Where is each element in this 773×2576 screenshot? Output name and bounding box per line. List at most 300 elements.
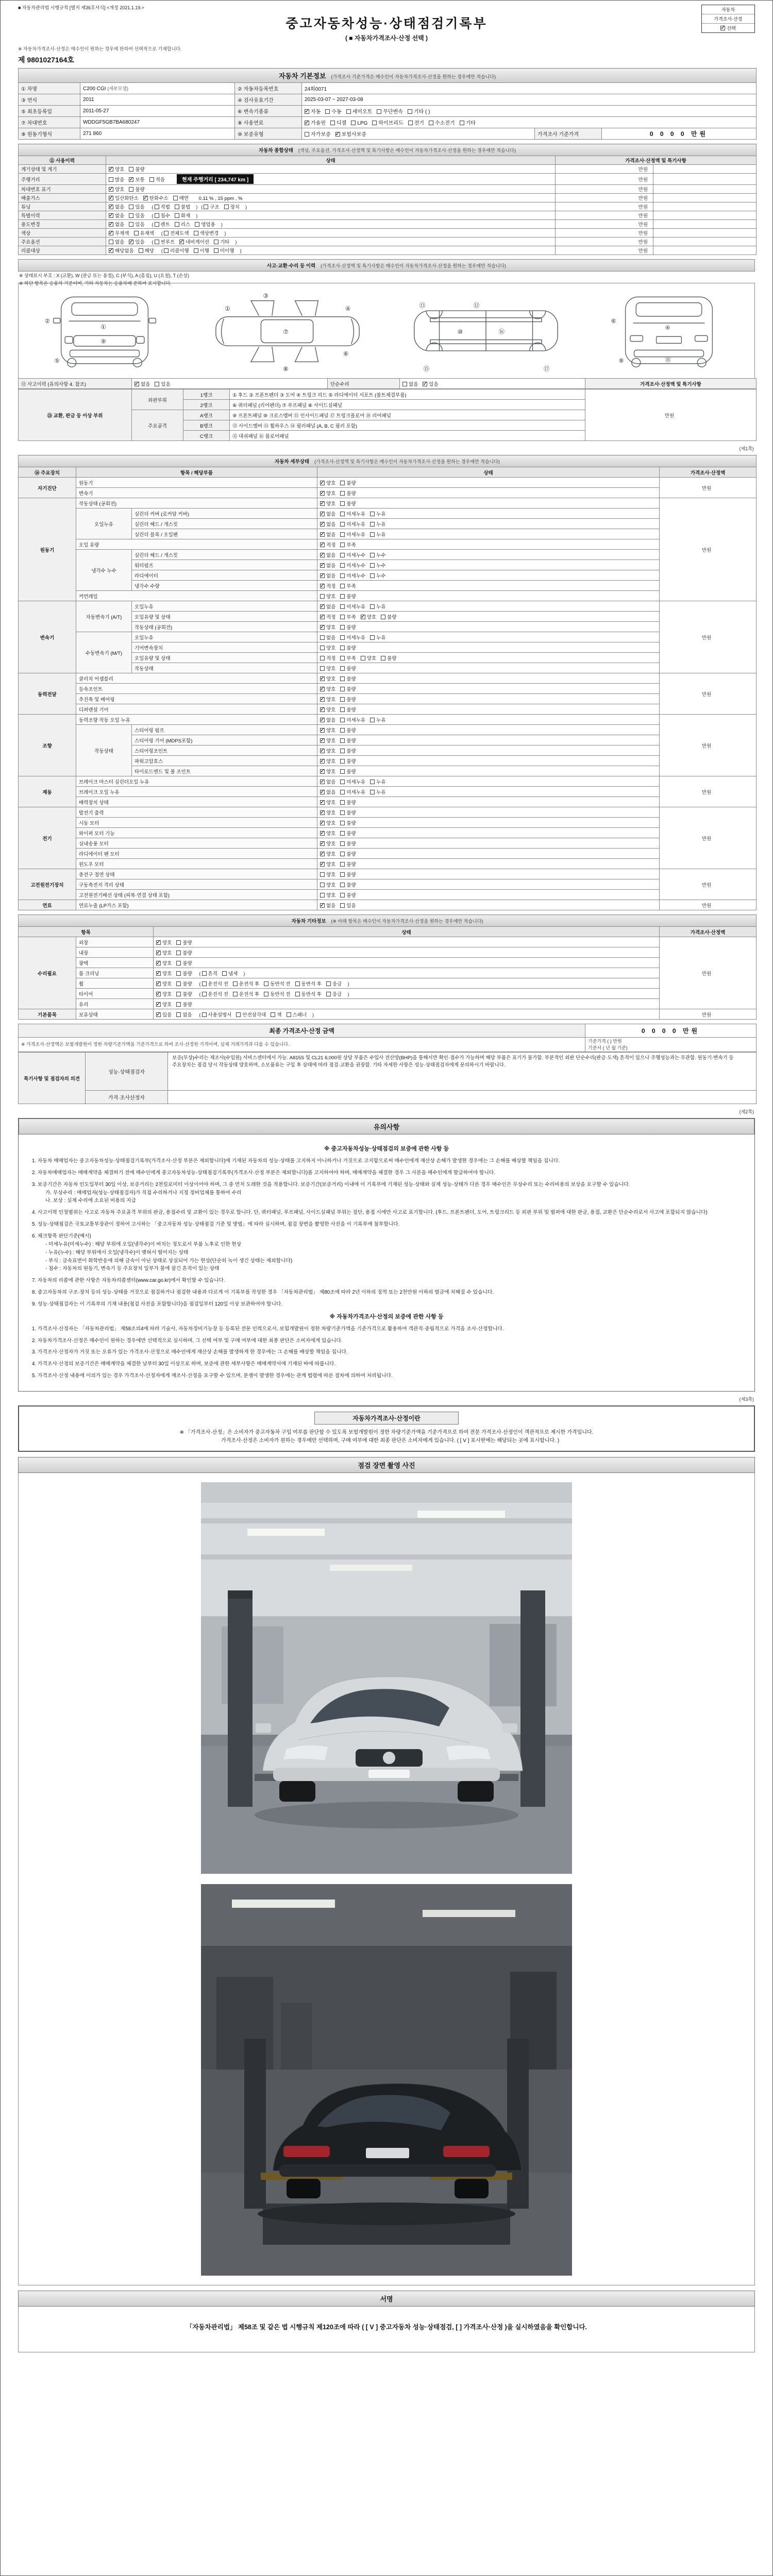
usage-history-row bbox=[19, 211, 757, 220]
unchecked-checkbox-icon bbox=[175, 205, 179, 209]
checkbox-option[interactable] bbox=[320, 634, 335, 641]
checkbox-option[interactable] bbox=[179, 238, 209, 245]
checkbox-option[interactable] bbox=[408, 118, 424, 126]
checked-checkbox-icon bbox=[320, 800, 325, 805]
checkbox-label: 구조 bbox=[210, 205, 220, 210]
checkbox-option[interactable] bbox=[340, 644, 356, 651]
checkbox-option[interactable] bbox=[340, 592, 356, 600]
notice-block-heading: ※ 자동차가격조사·산정의 보증에 관한 사항 등 bbox=[329, 1313, 444, 1320]
checkbox-label: 불량 bbox=[346, 758, 356, 765]
checkbox-option[interactable] bbox=[408, 107, 430, 115]
checkbox-option[interactable] bbox=[320, 510, 335, 517]
checkbox-label: 불량 bbox=[346, 861, 356, 868]
checkbox-option[interactable] bbox=[176, 949, 192, 956]
checkbox-option[interactable] bbox=[164, 229, 189, 236]
checkbox-option[interactable] bbox=[156, 970, 172, 977]
checkbox-option[interactable] bbox=[340, 706, 356, 713]
checkbox-option[interactable] bbox=[320, 819, 335, 826]
checked-checkbox-icon bbox=[156, 940, 161, 945]
checkbox-option[interactable] bbox=[320, 489, 335, 497]
checkbox-option[interactable] bbox=[271, 1011, 281, 1018]
checkbox-option[interactable] bbox=[326, 990, 342, 997]
checkbox-option[interactable] bbox=[370, 778, 385, 785]
price-cell: 만원 bbox=[660, 478, 757, 498]
checkbox-option[interactable] bbox=[109, 229, 129, 236]
checkbox-label: 불량 bbox=[346, 686, 356, 692]
checkbox-option[interactable] bbox=[346, 107, 373, 115]
checkbox-option[interactable] bbox=[340, 520, 365, 528]
checkbox-label: 불량 bbox=[346, 676, 356, 682]
checkbox-option[interactable] bbox=[214, 238, 229, 245]
checkbox-option[interactable] bbox=[320, 871, 335, 878]
checkbox-option[interactable] bbox=[236, 1011, 266, 1018]
checkbox-option[interactable] bbox=[175, 212, 190, 219]
checkbox-option[interactable] bbox=[320, 562, 335, 569]
checkbox-option[interactable] bbox=[340, 572, 365, 579]
checkbox-option[interactable] bbox=[320, 737, 335, 744]
checkbox-option[interactable] bbox=[109, 203, 124, 210]
checkbox-label: 해당없음 bbox=[115, 248, 134, 254]
checkbox-option[interactable] bbox=[155, 203, 170, 210]
unchecked-checkbox-icon bbox=[202, 992, 207, 996]
device-item-state bbox=[317, 838, 660, 849]
checkbox-option[interactable] bbox=[423, 380, 438, 387]
checkbox-option[interactable] bbox=[340, 809, 356, 816]
checkbox-option[interactable] bbox=[340, 696, 356, 703]
checkbox-option[interactable] bbox=[295, 980, 322, 987]
checkbox-label: 자가보증 bbox=[311, 132, 331, 138]
checkbox-option[interactable] bbox=[370, 603, 385, 610]
checkbox-option[interactable] bbox=[320, 675, 335, 682]
checkbox-option[interactable] bbox=[340, 757, 356, 765]
checkbox-option[interactable] bbox=[156, 1001, 172, 1008]
device-group-label: 전기 bbox=[19, 807, 76, 869]
unchecked-checkbox-icon bbox=[340, 852, 345, 856]
checkbox-option[interactable] bbox=[320, 520, 335, 528]
checkbox-option[interactable] bbox=[109, 221, 124, 228]
svg-text:②: ② bbox=[44, 318, 50, 325]
checkbox-option[interactable] bbox=[176, 939, 192, 946]
checkbox-label: 불량 bbox=[346, 697, 356, 703]
checkbox-option[interactable] bbox=[340, 881, 356, 888]
checkbox-option[interactable] bbox=[370, 510, 385, 517]
checkbox-option[interactable] bbox=[109, 212, 124, 219]
unchecked-checkbox-icon bbox=[370, 522, 375, 527]
signature-section bbox=[18, 2291, 755, 2352]
checkbox-option[interactable] bbox=[305, 107, 321, 115]
other-item-state bbox=[154, 947, 660, 958]
device-item-state bbox=[317, 735, 660, 745]
checkbox-label: 하이브리드 bbox=[378, 121, 404, 126]
checkbox-option[interactable] bbox=[340, 510, 365, 517]
checkbox-option[interactable] bbox=[143, 194, 169, 201]
final-price-label: 최종 가격조사·산정 금액 bbox=[19, 1024, 585, 1038]
checked-checkbox-icon bbox=[320, 481, 325, 485]
basis-book: 기준서 ( 년 월 기준) bbox=[588, 1045, 628, 1050]
field-label: ⑥ 변속기종류 bbox=[235, 106, 302, 117]
checkbox-option[interactable] bbox=[320, 582, 335, 589]
price-cell: 만원 bbox=[660, 1009, 757, 1020]
checkbox-option[interactable] bbox=[429, 118, 455, 126]
usage-history-row bbox=[19, 185, 757, 194]
checkbox-label: 불량 bbox=[135, 187, 145, 193]
checkbox-option[interactable] bbox=[129, 185, 144, 193]
notice-item: 1. 가격조사·산정자는 「자동차관리법」 제58조의4에 따라 기술사, 자동차정비기능장 등 등록된 전문 인력으로서, 보험개발원이 정한 차량기준가액을 기준가격으로 활용하여 객관적·중립적으로 가격을 조사·산정합니다. bbox=[32, 1326, 504, 1332]
checkbox-option[interactable] bbox=[109, 238, 124, 245]
svg-text:④: ④ bbox=[665, 325, 670, 332]
checkbox-option[interactable] bbox=[156, 949, 172, 956]
checkbox-option[interactable] bbox=[135, 380, 150, 387]
photo-section-title: 점검 장면 촬영 사진 bbox=[18, 1457, 755, 1473]
checkbox-option[interactable] bbox=[164, 247, 189, 254]
checkbox-option[interactable] bbox=[340, 737, 356, 744]
checkbox-option[interactable] bbox=[320, 902, 335, 909]
svg-text:①: ① bbox=[224, 305, 230, 313]
price-cell: 만원 bbox=[660, 937, 757, 1009]
usage-item-label: 주행거리 bbox=[19, 174, 106, 185]
checkbox-option[interactable] bbox=[320, 531, 335, 538]
checkbox-option[interactable] bbox=[320, 799, 335, 806]
checkbox-option[interactable] bbox=[194, 247, 209, 254]
checkbox-option[interactable] bbox=[340, 500, 356, 507]
checkbox-option[interactable] bbox=[264, 990, 290, 997]
side-box-line1: 자동차 bbox=[702, 5, 754, 14]
other-info-row bbox=[19, 947, 757, 958]
unchecked-checkbox-icon bbox=[155, 222, 159, 227]
other-info-row bbox=[19, 937, 757, 947]
checkbox-option[interactable] bbox=[320, 685, 335, 692]
checkbox-option[interactable] bbox=[320, 541, 335, 548]
comprehensive-section bbox=[18, 144, 757, 255]
checkbox-label: 적정 bbox=[326, 583, 336, 589]
checkbox-option[interactable] bbox=[370, 788, 385, 795]
checkbox-option[interactable] bbox=[340, 747, 356, 754]
checkbox-option[interactable] bbox=[320, 881, 335, 888]
checkbox-option[interactable] bbox=[340, 582, 356, 589]
unchecked-checkbox-icon bbox=[340, 790, 345, 794]
checkbox-label: 불량 bbox=[346, 645, 356, 651]
checkbox-label: 많음 bbox=[115, 177, 125, 183]
checkbox-option[interactable] bbox=[320, 809, 335, 816]
checkbox-option[interactable] bbox=[305, 118, 326, 126]
other-info-row bbox=[19, 978, 757, 989]
checkbox-label: 양호 bbox=[326, 624, 336, 631]
checkbox-option[interactable] bbox=[195, 221, 215, 228]
checkbox-option[interactable] bbox=[175, 203, 190, 210]
checkbox-option[interactable] bbox=[224, 203, 240, 210]
note-cell bbox=[653, 238, 757, 246]
checkbox-option[interactable] bbox=[149, 176, 165, 183]
checkbox-option[interactable] bbox=[176, 990, 192, 997]
unchecked-checkbox-icon bbox=[194, 231, 198, 235]
checkbox-label: 양호 bbox=[162, 1002, 172, 1008]
checkbox-option[interactable] bbox=[156, 1011, 172, 1018]
checkbox-option[interactable] bbox=[320, 479, 335, 486]
checkbox-option[interactable] bbox=[340, 613, 356, 620]
document-number: 제 9801027164호 bbox=[18, 56, 74, 64]
unchecked-checkbox-icon bbox=[340, 491, 345, 496]
checked-checkbox-icon bbox=[423, 382, 427, 386]
unchecked-checkbox-icon bbox=[305, 132, 309, 137]
checkbox-option[interactable] bbox=[340, 778, 365, 785]
checkbox-option[interactable] bbox=[129, 203, 144, 210]
checkbox-option[interactable] bbox=[129, 176, 144, 183]
device-group-label: 동력전달 bbox=[19, 673, 76, 715]
checkbox-option[interactable] bbox=[129, 238, 144, 245]
usage-item-state bbox=[106, 165, 556, 174]
checkbox-option[interactable] bbox=[134, 229, 155, 236]
unchecked-checkbox-icon bbox=[233, 981, 238, 986]
usage-item-label: 주요옵션 bbox=[19, 238, 106, 246]
checkbox-option[interactable] bbox=[155, 221, 170, 228]
checkbox-label: 없음 bbox=[409, 381, 418, 387]
checkbox-option[interactable] bbox=[340, 716, 365, 723]
checkbox-option[interactable] bbox=[320, 572, 335, 579]
detail-row bbox=[19, 776, 757, 787]
checkbox-option[interactable] bbox=[156, 980, 172, 987]
checkbox-option[interactable] bbox=[340, 902, 356, 909]
checkbox-option[interactable] bbox=[109, 247, 134, 254]
checkbox-option[interactable] bbox=[176, 970, 192, 977]
checkbox-label: 적정 bbox=[326, 655, 336, 662]
field-label: ⑤ 최초등록일 bbox=[19, 106, 80, 117]
checkbox-option[interactable] bbox=[202, 980, 228, 987]
checkbox-option[interactable] bbox=[176, 1001, 192, 1008]
checkbox-option[interactable] bbox=[204, 203, 219, 210]
checkbox-option[interactable] bbox=[155, 238, 175, 245]
checkbox-option[interactable] bbox=[340, 551, 365, 558]
checkbox-option[interactable] bbox=[340, 819, 356, 826]
unchecked-checkbox-icon bbox=[340, 831, 345, 836]
checked-checkbox-icon bbox=[320, 676, 325, 681]
checkbox-option[interactable] bbox=[335, 130, 366, 138]
checkbox-option[interactable] bbox=[320, 788, 335, 795]
checkbox-label: 불량 bbox=[346, 851, 356, 857]
checkbox-option[interactable] bbox=[370, 531, 385, 538]
option-group-paren: ( bbox=[161, 248, 163, 254]
checkbox-option[interactable] bbox=[176, 1011, 192, 1018]
checkbox-option[interactable] bbox=[372, 118, 403, 126]
detail-row bbox=[19, 509, 757, 519]
checkbox-option[interactable] bbox=[402, 380, 418, 387]
checkbox-option[interactable] bbox=[320, 768, 335, 775]
svg-text:④: ④ bbox=[345, 305, 350, 313]
checkbox-label: 없음 bbox=[326, 779, 336, 785]
section-note: (가격조사 기준가격은 매수인이 자동차가격조사·산정을 원하는 경우에만 적습니다) bbox=[331, 74, 496, 79]
checkbox-option[interactable] bbox=[155, 212, 170, 219]
checkbox-option[interactable] bbox=[340, 799, 356, 806]
device-item-label: 스티어링 기어 (MDPS포함) bbox=[132, 735, 317, 745]
checkbox-option[interactable] bbox=[320, 654, 335, 662]
unchecked-checkbox-icon bbox=[214, 240, 219, 244]
checkbox-option[interactable] bbox=[109, 165, 124, 173]
checkbox-option[interactable] bbox=[109, 176, 124, 183]
checkbox-option[interactable] bbox=[340, 675, 356, 682]
checkbox-option[interactable] bbox=[320, 613, 335, 620]
unchecked-checkbox-icon bbox=[408, 121, 413, 125]
checkbox-option[interactable] bbox=[370, 716, 385, 723]
checkbox-option[interactable] bbox=[320, 716, 335, 723]
checkbox-option[interactable] bbox=[340, 850, 356, 857]
usage-history-row bbox=[19, 174, 757, 185]
checkbox-option[interactable] bbox=[320, 706, 335, 713]
checkbox-option[interactable] bbox=[264, 980, 290, 987]
checkbox-option[interactable] bbox=[340, 531, 365, 538]
checkbox-option[interactable] bbox=[109, 185, 124, 193]
checkbox-option[interactable] bbox=[361, 613, 376, 620]
checkbox-option[interactable] bbox=[175, 221, 190, 228]
checked-checkbox-icon bbox=[109, 167, 113, 172]
checkbox-option[interactable] bbox=[320, 757, 335, 765]
checkbox-option[interactable] bbox=[320, 891, 335, 899]
price-cell: 만원 bbox=[556, 194, 653, 202]
checkbox-option[interactable] bbox=[202, 990, 228, 997]
checkbox-option[interactable] bbox=[320, 860, 335, 868]
checked-checkbox-icon bbox=[320, 615, 325, 619]
checkbox-label: 누유 bbox=[376, 521, 386, 528]
checkbox-option[interactable] bbox=[330, 118, 346, 126]
detail-row bbox=[19, 694, 757, 704]
checkbox-option[interactable] bbox=[155, 380, 170, 387]
checkbox-option[interactable] bbox=[361, 654, 376, 662]
checkbox-option[interactable] bbox=[320, 551, 335, 558]
device-item-label: 등속조인트 bbox=[76, 684, 317, 694]
other-item-state bbox=[154, 968, 660, 978]
checkbox-option[interactable] bbox=[233, 990, 259, 997]
checkbox-option[interactable] bbox=[326, 980, 342, 987]
checkbox-label: 흔적 bbox=[208, 971, 217, 977]
checkbox-option[interactable] bbox=[129, 165, 144, 173]
unchecked-checkbox-icon bbox=[176, 992, 181, 996]
checkbox-option[interactable] bbox=[109, 194, 139, 201]
checkbox-option[interactable] bbox=[202, 1011, 232, 1018]
checked-checkbox-icon bbox=[305, 109, 309, 114]
checkbox-option[interactable] bbox=[287, 1011, 307, 1018]
unchecked-checkbox-icon bbox=[320, 883, 325, 887]
checkbox-option[interactable] bbox=[320, 665, 335, 672]
rank-items: ⑥ 쿼터패널 (리어펜더) ⑦ 루프패널 ⑧ 사이드실패널 bbox=[230, 400, 585, 410]
checkbox-option[interactable] bbox=[340, 562, 365, 569]
checkbox-option[interactable] bbox=[320, 592, 335, 600]
checkbox-option[interactable] bbox=[320, 829, 335, 837]
device-subgroup-label: 냉각수 누수 bbox=[76, 550, 132, 591]
checked-checkbox-icon bbox=[361, 615, 365, 619]
checkbox-label: 양호 bbox=[326, 800, 336, 806]
checkbox-option[interactable] bbox=[320, 747, 335, 754]
checkbox-option[interactable] bbox=[156, 939, 172, 946]
unchecked-checkbox-icon bbox=[320, 594, 325, 599]
checked-checkbox-icon bbox=[320, 821, 325, 825]
checkbox-option[interactable] bbox=[370, 520, 385, 528]
checkbox-option[interactable] bbox=[460, 118, 476, 126]
checkbox-option[interactable] bbox=[351, 121, 367, 126]
checkbox-option[interactable] bbox=[320, 850, 335, 857]
checkbox-option[interactable] bbox=[320, 726, 335, 734]
checkbox-option[interactable] bbox=[325, 107, 341, 115]
checkbox-option[interactable] bbox=[194, 229, 219, 236]
checkbox-option[interactable] bbox=[340, 860, 356, 868]
checkbox-option[interactable] bbox=[295, 990, 322, 997]
checkbox-option[interactable] bbox=[340, 891, 356, 899]
checkbox-option[interactable] bbox=[340, 829, 356, 837]
checkbox-option[interactable] bbox=[340, 685, 356, 692]
checkbox-label: 미세누유 bbox=[346, 511, 366, 517]
checkbox-option[interactable] bbox=[340, 654, 356, 662]
checkbox-option[interactable] bbox=[320, 603, 335, 610]
checkbox-option[interactable] bbox=[340, 665, 356, 672]
checkbox-option[interactable] bbox=[214, 247, 234, 254]
option-group-paren: ) bbox=[235, 240, 237, 245]
checkbox-option[interactable] bbox=[320, 644, 335, 651]
unchecked-checkbox-icon bbox=[320, 666, 325, 671]
price-cell: 만원 bbox=[556, 185, 653, 194]
unchecked-checkbox-icon bbox=[109, 177, 113, 182]
checkbox-option[interactable] bbox=[173, 194, 189, 201]
checkbox-option[interactable] bbox=[370, 572, 385, 579]
checkbox-label: 불법 bbox=[180, 205, 191, 210]
checkbox-option[interactable] bbox=[340, 603, 365, 610]
checkbox-option[interactable] bbox=[156, 990, 172, 997]
detail-row bbox=[19, 818, 757, 828]
checkbox-option[interactable] bbox=[233, 980, 259, 987]
checkbox-option[interactable] bbox=[129, 221, 144, 228]
checkbox-option[interactable] bbox=[320, 500, 335, 507]
checkbox-option[interactable] bbox=[320, 778, 335, 785]
checkbox-option[interactable] bbox=[202, 970, 217, 977]
unchecked-checkbox-icon bbox=[320, 872, 325, 877]
checkbox-option[interactable] bbox=[139, 247, 154, 254]
checkbox-option[interactable] bbox=[305, 130, 331, 138]
device-item-label: 라디에이터 bbox=[132, 570, 317, 581]
checkbox-option[interactable] bbox=[370, 562, 385, 569]
checkbox-option[interactable] bbox=[340, 726, 356, 734]
checkbox-option[interactable] bbox=[340, 634, 365, 641]
checkbox-option[interactable] bbox=[340, 489, 356, 497]
checkbox-option[interactable] bbox=[381, 613, 396, 620]
checkbox-option[interactable] bbox=[340, 840, 356, 847]
checkbox-option[interactable] bbox=[340, 479, 356, 486]
checkbox-option[interactable] bbox=[370, 551, 385, 558]
page-marker-1: (제1쪽) bbox=[739, 446, 754, 451]
checkbox-option[interactable] bbox=[320, 696, 335, 703]
other-info-section bbox=[18, 914, 757, 1020]
checkbox-option[interactable] bbox=[370, 634, 385, 641]
checkbox-option[interactable] bbox=[176, 980, 192, 987]
detail-row bbox=[19, 807, 757, 818]
checkbox-option[interactable] bbox=[381, 654, 396, 662]
checkbox-option[interactable] bbox=[377, 107, 403, 115]
unchecked-checkbox-icon bbox=[173, 196, 178, 200]
device-item-state bbox=[317, 570, 660, 581]
checkbox-option[interactable] bbox=[340, 768, 356, 775]
checkbox-option[interactable] bbox=[340, 871, 356, 878]
checkbox-label: 양호 bbox=[326, 882, 336, 888]
other-item-label: 보유상태 bbox=[76, 1009, 154, 1020]
checkbox-option[interactable] bbox=[340, 788, 365, 795]
checkbox-option[interactable] bbox=[320, 840, 335, 847]
checkbox-option[interactable] bbox=[340, 623, 356, 631]
unchecked-checkbox-icon bbox=[175, 213, 179, 218]
checkbox-option[interactable] bbox=[156, 959, 172, 967]
usage-item-state bbox=[106, 185, 556, 194]
checkbox-option[interactable] bbox=[340, 541, 356, 548]
checkbox-option[interactable] bbox=[129, 212, 144, 219]
unchecked-checkbox-icon bbox=[340, 707, 345, 712]
device-item-label: 실내송풍 모터 bbox=[76, 838, 317, 849]
checkbox-option[interactable] bbox=[222, 970, 238, 977]
checkbox-option[interactable] bbox=[320, 623, 335, 631]
checkbox-option[interactable] bbox=[176, 959, 192, 967]
